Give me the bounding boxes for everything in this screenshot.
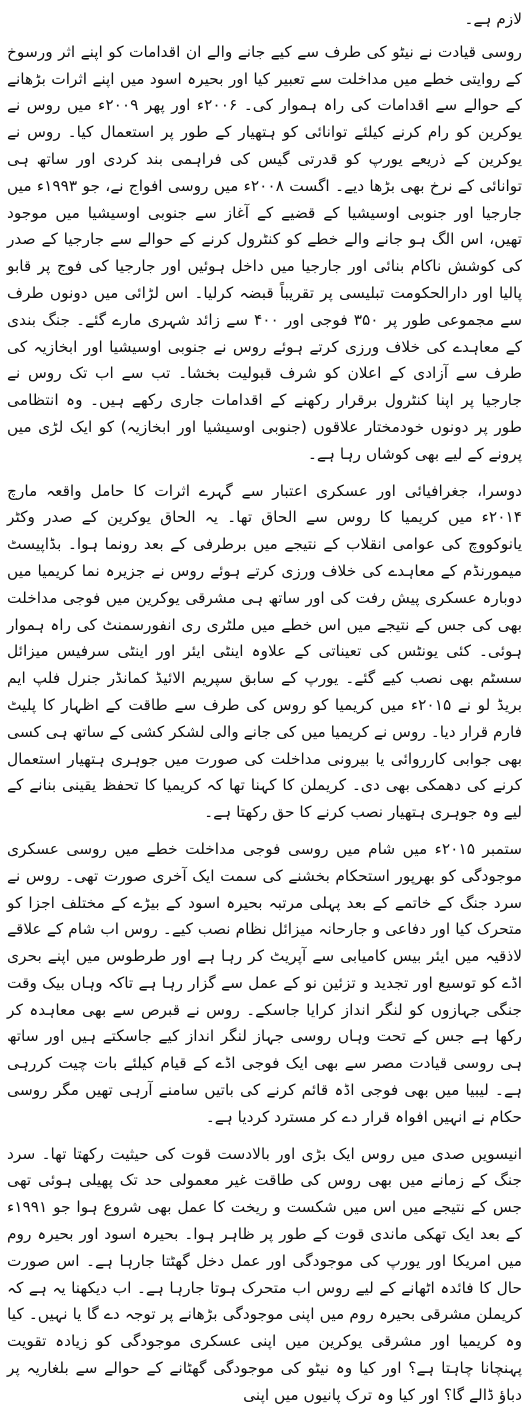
article-paragraph-syria-intervention: ستمبر ۲۰۱۵ء میں شام میں روسی فوجی مداخلت خطے میں روسی عسکری موجودگی کو بھرپور استحکام بخشنے کی سمت ایک آخری صورت تھی۔ روس نے سرد جنگ کے خاتمے کے بعد پہلی مرتبہ بحیرہ اسود کے بیڑے کے مختلف اجزا کو متحرک کیا اور دفاعی و جارحانہ میزائل نظام نصب کیے۔ روس اب شام کے علاقے لاذقیہ میں ایئر بیس کامیابی سے آپریٹ کر رہا ہے اور طرطوس میں اپنے بحری اڈے کو توسیع اور تجدید و تزئین نو کے عمل سے گزار رہا ہے تاکہ وہاں بیک وقت جنگی جہازوں کو لنگر انداز کرایا جاسکے۔ روس نے قبرص سے بھی معاہدہ کر رکھا ہے جس کے تحت وہاں روسی جہاز لنگر انداز کیے جاسکتے ہیں اور ساتھ ہی روسی قیادت مصر سے بھی ایک فوجی اڈے کے قیام کیلئے بات چیت کررہی ہے۔ لیبیا میں بھی فوجی اڈہ قائم کرنے کی باتیں سامنے آرہی تھیں مگر روسی حکام نے انہیں افواہ قرار دے کر مسترد کردیا ہے۔ — [7, 839, 523, 1126]
article-paragraph-russian-response: روسی قیادت نے نیٹو کی طرف سے کیے جانے والے ان اقدامات کو اپنے اثر ورسوخ کے روایتی خطے میں مداخلت سے تعبیر کیا اور بحیرہ اسود میں اپنے اثرات بڑھانے کے حوالے سے اقدامات کی راہ ہموار کی۔ ۲۰۰۶ء اور پھر ۲۰۰۹ء میں روس نے یوکرین کو رام کرنے کیلئے توانائی کو ہتھیار کے طور پر استعمال کیا۔ روس نے یوکرین کے ذریعے یورپ کو قدرتی گیس کی فراہمی بند کردی اور ساتھ ہی توانائی کے نرخ بھی بڑھا دیے۔ اگست ۲۰۰۸ء میں روسی افواج نے، جو ۱۹۹۳ء میں جارجیا اور جنوبی اوسیشیا کے قضیے کے آغاز سے جنوبی اوسیشیا میں موجود تھیں، اس الگ ہو جانے والے خطے کو کنٹرول کرنے کے حوالے سے جارجیا کے صدر کی کوشش ناکام بنائی اور جارجیا میں داخل ہوئیں اور جارجیا کی فوج پر قابو پالیا اور دارالحکومت تبلیسی پر تقریباً قبضہ کرلیا۔ اس لڑائی میں دونوں طرف سے مجموعی طور پر ۳۵۰ فوجی اور ۴۰۰ سے زائد شہری مارے گئے۔ جنگ بندی کے معاہدے کی خلاف ورزی کرتے ہوئے روس نے جنوبی اوسیشیا اور ابخازیہ کی طرف سے آزادی کے اعلان کو شرف قبولیت بخشا۔ تب سے اب تک روس نے جارجیا پر اپنا کنٹرول برقرار رکھنے کے اقدامات جاری رکھے ہیں۔ وہ انتظامی طور پر دونوں خودمختار علاقوں (جنوبی اوسیشیا اور ابخازیہ) کو ایک لڑی میں پرونے کے لیے بھی کوشاں رہا ہے۔ — [7, 42, 523, 463]
article-paragraph-intro: لازم ہے۔ — [464, 10, 522, 28]
article-paragraph-historical-context: انیسویں صدی میں روس ایک بڑی اور بالادست قوت کی حیثیت رکھتا تھا۔ سرد جنگ کے زمانے میں بھی روس کی طاقت غیر معمولی حد تک پھیلی ہوئی تھی جس کے نتیجے میں اس میں شکست و ریخت کا عمل بھی شروع ہوا جو ۱۹۹۱ء کے بعد ایک تھکی ماندی قوت کے طور پر ظاہر ہوا۔ بحیرہ اسود اور بحیرہ روم میں امریکا اور یورپ کی موجودگی اور عمل دخل گھٹتا جارہا ہے۔ اس صورت حال کا فائدہ اٹھانے کے لیے روس اب متحرک ہوتا جارہا ہے۔ اب دیکھنا یہ ہے کہ کریملن مشرقی بحیرہ روم میں اپنی موجودگی بڑھانے پر توجہ دے گا یا نہیں۔ کیا وہ کریمیا اور مشرقی یوکرین میں اپنی عسکری موجودگی کو زیادہ تقویت پہنچانا چاہتا ہے؟ اور کیا وہ نیٹو کی موجودگی گھٹانے کے حوالے سے بلغاریہ پر دباؤ ڈالے گا؟ اور کیا وہ ترک پانیوں میں اپنی — [7, 1144, 522, 1404]
article-paragraph-crimea-annexation: دوسرا، جغرافیائی اور عسکری اعتبار سے گہرے اثرات کا حامل واقعہ مارچ ۲۰۱۴ء میں کریمیا کا روس سے الحاق تھا۔ یہ الحاق یوکرین کے صدر وکٹر یانوکووچ کی عوامی انقلاب کے نتیجے میں برطرفی کے بعد رونما ہوا۔ بڈاپیسٹ میمورنڈم کے معاہدے کی خلاف ورزی کرتے ہوئے روس نے جزیرہ نما کریمیا میں دوبارہ عسکری پیش رفت کی اور ساتھ ہی مشرقی یوکرین میں فوجی مداخلت بھی کی جس کے نتیجے میں اس خطے میں ملٹری ری انفورسمنٹ کی راہ ہموار ہوئی۔ کئی یونٹس کی تعیناتی کے علاوہ اینٹی ایئر اور اینٹی سرفیس میزائل سسٹم بھی نصب کیے گئے۔ یورپ کے سابق سپریم الائیڈ کمانڈر جنرل فلپ ایم بریڈ لو نے ۲۰۱۵ء میں کریمیا کو روس کی طرف سے طاقت کے اظہار کا پلیٹ فارم قرار دیا۔ روس نے کریمیا میں کی جانے والی لشکر کشی کے ساتھ ہی کسی بھی جوابی کارروائی یا بیرونی مداخلت کی صورت میں جوہری ہتھیار استعمال کرنے کی دھمکی بھی دی۔ کریملن کا کہنا تھا کہ کریمیا کا تحفظ یقینی بنانے کے لیے وہ جوہری ہتھیار نصب کرنے کا حق رکھتا ہے۔ — [7, 481, 522, 822]
